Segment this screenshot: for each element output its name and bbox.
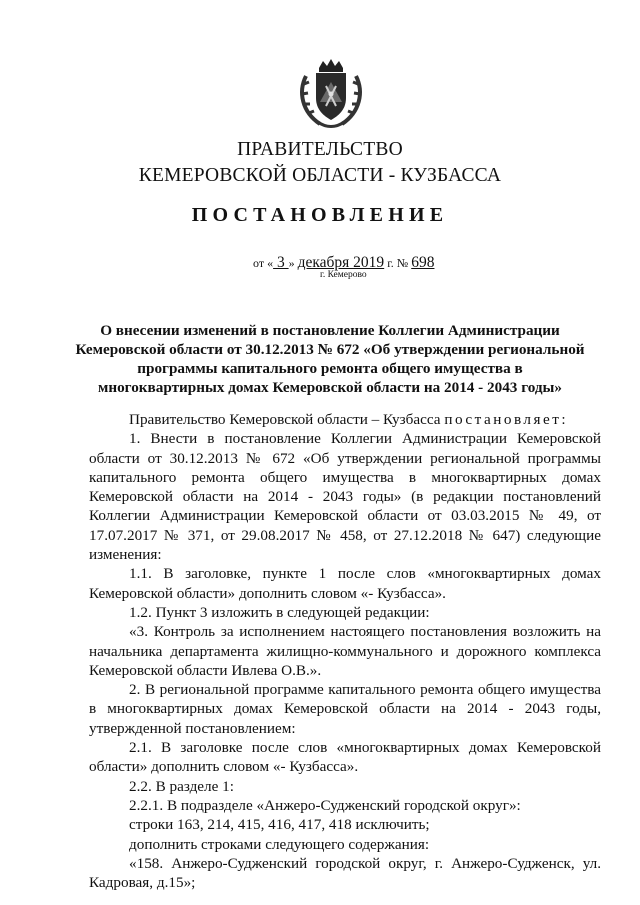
decree-word: постановляет [444,411,562,428]
document-type-heading: ПОСТАНОВЛЕНИЕ [191,204,449,226]
intro-lead: Правительство Кемеровской области – Кузбасса [129,411,445,428]
document-title [60,321,600,397]
paragraph-2: 2. В региональной программе капитального ремонта общего имущества в многоквартирных домах Кемеровской области на 2014 - 2043 годы, утвержденной постановлением: [89,681,601,737]
paragraph-2-1: 2.1. В заголовке после слов «многоквартирных домах Кемеровской области» дополнить словом «- Кузбасса». [89,739,601,776]
paragraph-1: 1. Внести в постановление Коллегии Администрации Кемеровской области от 30.12.2013 № 672 «Об утверждении региональной программы капитального ремонта общего имущества в многоквартирных домах Кемеровской области на 2014 - 2043 годы» (в редакции постановлений Коллегии Администрации Кемеровской области от 03.03.2015 № 49, от 17.07.2017 № 371, от 29.08.2017 № 458, от 27.12.2018 № 647) следующие изменения: [89,430,601,564]
date-month-year: декабря 2019 [297,254,385,271]
government-name-line1: ПРАВИТЕЛЬСТВО [237,139,403,160]
title-line: программы капитального ремонта общего имущества в [137,360,523,377]
coat-of-arms-emblem [296,58,366,130]
title-line: Кемеровской области от 30.12.2013 № 672 «Об утверждении региональной [75,341,585,358]
intro-paragraph [89,410,601,429]
paragraph-2-2: 2.2. В разделе 1: [129,777,234,795]
date-mid: » [288,256,298,270]
document-number: 698 [411,254,435,271]
paragraph-1-1: 1.1. В заголовке, пункте 1 после слов «многоквартирных домах Кемеровской области» дополнить словом «- Кузбасса». [89,565,601,602]
paragraph-quote-3: «3. Контроль за исполнением настоящего постановления возложить на начальника департамента жилищно-коммунального и дорожного комплекса Кемеровской области Ивлева О.В.». [89,623,601,679]
intro-end: : [561,411,566,428]
paragraph-2-2-1: 2.2.1. В подразделе «Анжеро-Судженский городской округ»: [129,796,521,814]
city-label: г. Кемерово [320,270,367,280]
document-body [89,410,601,892]
paragraph-1-2: 1.2. Пункт 3 изложить в следующей редакции: [129,603,430,621]
date-prefix: от « [253,256,274,270]
paragraph-rows-remove: строки 163, 214, 415, 416, 417, 418 исключить; [129,816,430,834]
title-line: О внесении изменений в постановление Коллегии Администрации [100,322,560,339]
date-day: 3 [273,254,289,271]
government-name-line2: КЕМЕРОВСКОЙ ОБЛАСТИ - КУЗБАССА [138,165,502,186]
paragraph-rows-add: дополнить строками следующего содержания: [129,835,430,853]
title-line: многоквартирных домах Кемеровской области на 2014 - 2043 годы» [97,379,563,396]
date-number-prefix: г. № [384,256,412,270]
paragraph-row-158: «158. Анжеро-Судженский городской округ, г. Анжеро-Судженск, ул. Кадровая, д.15»; [89,854,601,892]
